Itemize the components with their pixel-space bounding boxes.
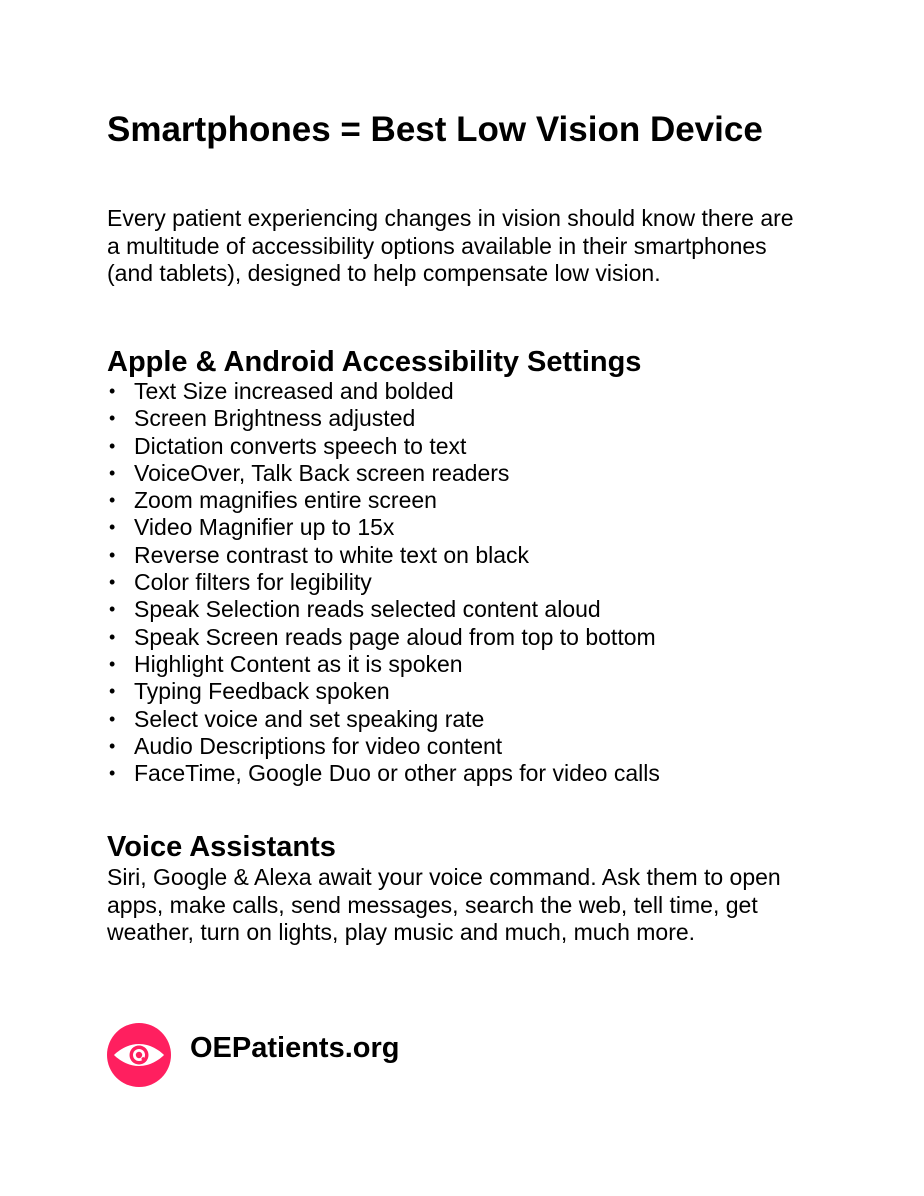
bullet-icon: • bbox=[109, 490, 116, 511]
list-item bbox=[107, 378, 660, 405]
eye-icon bbox=[107, 1023, 171, 1087]
bullet-icon: • bbox=[109, 572, 116, 593]
list-item-text: Audio Descriptions for video content bbox=[134, 732, 503, 759]
list-item-text: Zoom magnifies entire screen bbox=[134, 487, 437, 514]
list-item-text: Highlight Content as it is spoken bbox=[134, 650, 463, 677]
settings-list bbox=[107, 378, 660, 787]
bullet-icon: • bbox=[109, 599, 116, 620]
bullet-icon: • bbox=[109, 626, 116, 647]
bullet-icon: • bbox=[109, 381, 116, 401]
list-item bbox=[107, 651, 660, 678]
list-item bbox=[107, 569, 660, 596]
bullet-icon: • bbox=[109, 763, 116, 784]
list-item-text: Dictation converts speech to text bbox=[134, 432, 467, 459]
bullet-icon: • bbox=[109, 544, 116, 565]
list-item-text: Color filters for legibility bbox=[134, 569, 372, 596]
bullet-icon: • bbox=[109, 708, 116, 729]
bullet-icon: • bbox=[109, 462, 116, 483]
eye-logo-svg bbox=[107, 1023, 171, 1087]
list-item-text: Text Size increased and bolded bbox=[134, 378, 454, 404]
list-item-text: Speak Screen reads page aloud from top to bottom bbox=[134, 623, 656, 650]
list-item-text: Video Magnifier up to 15x bbox=[134, 514, 395, 541]
brand-name: OEPatients.org bbox=[190, 1031, 400, 1064]
voice-assistants-paragraph: Siri, Google & Alexa await your voice command. Ask them to open apps, make calls, send messages, search the web, tell time, get weather, turn on lights, play music and much, much more. bbox=[107, 864, 781, 945]
page-title: Smartphones = Best Low Vision Device bbox=[107, 110, 763, 149]
list-item bbox=[107, 706, 660, 733]
list-item bbox=[107, 678, 660, 705]
list-item-text: Reverse contrast to white text on black bbox=[134, 541, 530, 568]
list-item bbox=[107, 596, 660, 623]
bullet-icon: • bbox=[109, 681, 116, 702]
intro-paragraph: Every patient experiencing changes in vision should know there are a multitude of accessibility options available in their smartphones (and tablets), designed to help compensate low vision. bbox=[107, 205, 794, 286]
list-item bbox=[107, 514, 660, 541]
settings-heading: Apple & Android Accessibility Settings bbox=[107, 346, 642, 378]
list-item bbox=[107, 405, 660, 432]
brand-footer bbox=[107, 1023, 400, 1087]
bullet-icon: • bbox=[109, 653, 116, 674]
list-item bbox=[107, 542, 660, 569]
list-item bbox=[107, 460, 660, 487]
list-item-text: VoiceOver, Talk Back screen readers bbox=[134, 459, 510, 486]
list-item-text: Screen Brightness adjusted bbox=[134, 405, 416, 432]
bullet-icon: • bbox=[109, 435, 116, 456]
list-item bbox=[107, 433, 660, 460]
voice-assistants-heading: Voice Assistants bbox=[107, 831, 336, 863]
list-item bbox=[107, 733, 660, 760]
bullet-icon: • bbox=[109, 735, 116, 756]
list-item-text: Typing Feedback spoken bbox=[134, 678, 390, 705]
bullet-icon: • bbox=[109, 517, 116, 538]
list-item-text: FaceTime, Google Duo or other apps for video calls bbox=[134, 760, 660, 787]
list-item bbox=[107, 760, 660, 787]
bullet-icon: • bbox=[109, 408, 116, 429]
list-item bbox=[107, 624, 660, 651]
list-item bbox=[107, 487, 660, 514]
list-item-text: Select voice and set speaking rate bbox=[134, 705, 485, 732]
list-item-text: Speak Selection reads selected content aloud bbox=[134, 596, 601, 623]
